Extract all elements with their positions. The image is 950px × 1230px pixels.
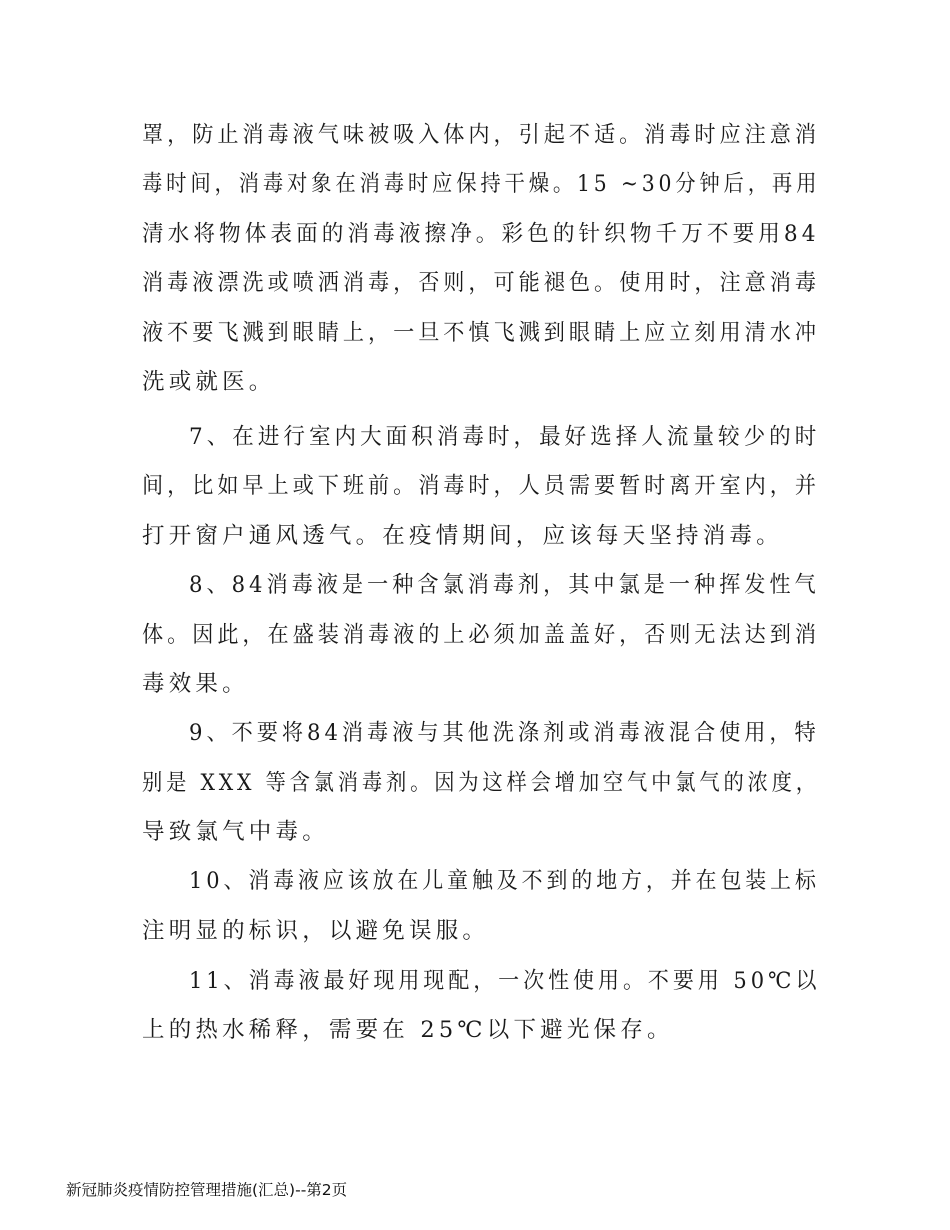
body-line: 导致氯气中毒。 — [142, 819, 329, 845]
body-line: 液不要飞溅到眼睛上，一旦不慎飞溅到眼睛上应立刻用清水冲 — [142, 320, 820, 346]
body-line: 毒效果。 — [142, 671, 249, 697]
body-line: 上的热水稀释，需要在 25℃以下避光保存。 — [142, 1017, 674, 1043]
body-line: 打开窗户通风透气。在疫情期间，应该每天坚持消毒。 — [142, 523, 783, 549]
page-footer: 新冠肺炎疫情防控管理措施(汇总)--第2页 — [66, 1181, 348, 1199]
paragraph-11-first-line: 11、消毒液最好现用现配，一次性使用。不要用 50℃以 — [189, 968, 821, 994]
body-line: 洗或就医。 — [142, 369, 276, 395]
body-line: 罩，防止消毒液气味被吸入体内，引起不适。消毒时应注意消 — [142, 122, 820, 148]
body-line: 消毒液漂洗或喷洒消毒，否则，可能褪色。使用时，注意消毒 — [142, 270, 820, 296]
body-line: 注明显的标识，以避免误服。 — [142, 918, 490, 944]
body-line: 体。因此，在盛装消毒液的上必须加盖盖好，否则无法达到消 — [142, 622, 820, 648]
body-line: 别是 XXX 等含氯消毒剂。因为这样会增加空气中氯气的浓度， — [142, 770, 820, 796]
paragraph-9-first-line: 9、不要将84消毒液与其他洗涤剂或消毒液混合使用，特 — [189, 720, 820, 746]
body-line: 毒时间，消毒对象在消毒时应保持干燥。15 ~30分钟后，再用 — [142, 171, 821, 197]
paragraph-8-first-line: 8、84消毒液是一种含氯消毒剂，其中氯是一种挥发性气 — [189, 572, 820, 598]
body-line: 清水将物体表面的消毒液擦净。彩色的针织物千万不要用84 — [142, 221, 820, 247]
paragraph-7-first-line: 7、在进行室内大面积消毒时，最好选择人流量较少的时 — [189, 424, 821, 450]
body-line: 间，比如早上或下班前。消毒时，人员需要暂时离开室内，并 — [142, 473, 820, 499]
paragraph-10-first-line: 10、消毒液应该放在儿童触及不到的地方，并在包装上标 — [189, 868, 820, 894]
